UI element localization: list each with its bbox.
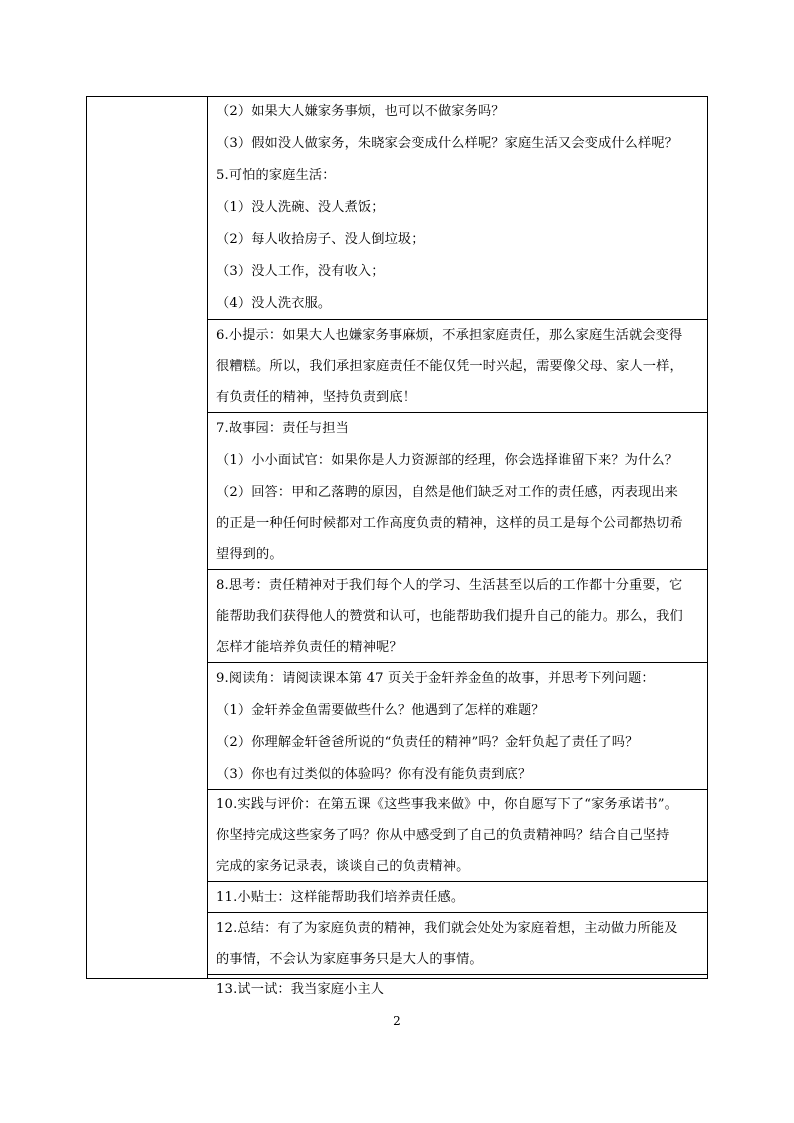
content-line: 8.思考：责任精神对于我们每个人的学习、生活甚至以后的工作都十分重要，它 bbox=[216, 578, 683, 593]
page-number: 2 bbox=[393, 1014, 401, 1028]
content-line: （2）你理解金轩爸爸所说的“负责任的精神”吗？金轩负起了责任了吗？ bbox=[216, 735, 639, 750]
content-line: 9.阅读角：请阅读课本第 47 页关于金轩养金鱼的故事，并思考下列问题： bbox=[216, 671, 655, 686]
content-line: （2）每人收拾房子、没人倒垃圾； bbox=[216, 232, 425, 247]
content-line: （3）你也有过类似的体验吗？你有没有能负责到底？ bbox=[216, 767, 532, 782]
content-line: 的事情，不会认为家庭事务只是大人的事情。 bbox=[216, 952, 483, 967]
row-divider bbox=[208, 789, 707, 790]
content-line: （1）金轩养金鱼需要做些什么？他遇到了怎样的难题？ bbox=[216, 703, 545, 718]
row-divider bbox=[208, 881, 707, 882]
content-line: （3）没人工作，没有收入； bbox=[216, 264, 385, 279]
content-line: 5.可怕的家庭生活： bbox=[216, 168, 336, 183]
left-column-cell bbox=[87, 97, 208, 978]
content-line: 怎样才能培养负责任的精神呢？ bbox=[216, 640, 403, 655]
content-line: （1）小小面试官：如果你是人力资源部的经理，你会选择谁留下来？为什么？ bbox=[216, 453, 679, 468]
content-line: 6.小提示：如果大人也嫌家务事麻烦，不承担家庭责任，那么家庭生活就会变得 bbox=[216, 328, 683, 343]
content-cell bbox=[208, 97, 707, 997]
content-line: 望得到的。 bbox=[216, 547, 283, 562]
row-divider bbox=[208, 662, 707, 663]
row-divider bbox=[208, 319, 707, 320]
content-line: 有负责任的精神，坚持负责到底！ bbox=[216, 390, 417, 405]
row-divider bbox=[208, 412, 707, 413]
content-line: 12.总结：有了为家庭负责的精神，我们就会处处为家庭着想，主动做力所能及 bbox=[216, 921, 678, 936]
lesson-table bbox=[86, 96, 708, 997]
content-line: （1）没人洗碗、没人煮饭； bbox=[216, 200, 385, 215]
content-line: 很糟糕。所以，我们承担家庭责任不能仅凭一时兴起，需要像父母、家人一样， bbox=[216, 359, 683, 374]
content-line: 的正是一种任何时候都对工作高度负责的精神，这样的员工是每个公司都热切希 bbox=[216, 516, 683, 531]
content-line: 7.故事园：责任与担当 bbox=[216, 421, 349, 436]
content-line: 13.试一试：我当家庭小主人 bbox=[216, 982, 385, 997]
row-divider bbox=[208, 974, 707, 975]
content-line: 10.实践与评价：在第五课《这些事我来做》中，你自愿写下了“家务承诺书”。 bbox=[216, 797, 679, 812]
row-divider bbox=[208, 569, 707, 570]
row-divider bbox=[208, 912, 707, 913]
content-line: 11.小贴士：这样能帮助我们培养责任感。 bbox=[216, 890, 465, 905]
content-line: 能帮助我们获得他人的赞赏和认可，也能帮助我们提升自己的能力。那么，我们 bbox=[216, 609, 683, 624]
content-line: （2）如果大人嫌家务事烦，也可以不做家务吗？ bbox=[216, 104, 505, 119]
content-line: （4）没人洗衣服。 bbox=[216, 296, 332, 311]
content-line: （2）回答：甲和乙落聘的原因，自然是他们缺乏对工作的责任感，丙表现出来 bbox=[216, 485, 679, 500]
content-line: 你坚持完成这些家务了吗？你从中感受到了自己的负责精神吗？结合自己坚持 bbox=[216, 828, 670, 843]
content-line: 完成的家务记录表，谈谈自己的负责精神。 bbox=[216, 859, 470, 874]
content-line: （3）假如没人做家务，朱晓家会变成什么样呢？家庭生活又会变成什么样呢？ bbox=[216, 136, 679, 151]
